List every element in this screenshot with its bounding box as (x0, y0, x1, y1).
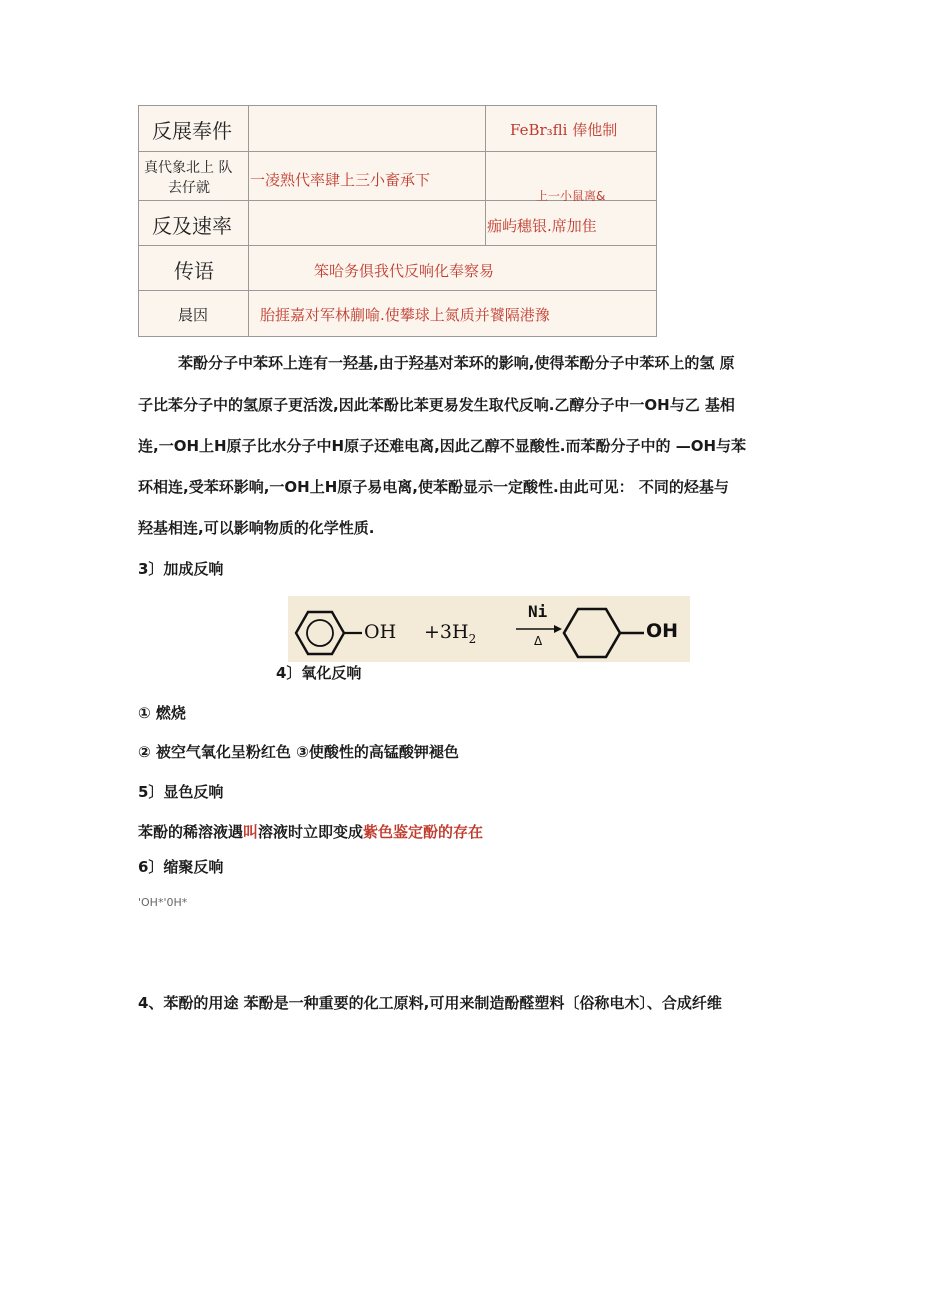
reaction-svg (288, 596, 690, 662)
text-segment: 苯酚的稀溶液遇 (138, 823, 244, 841)
cyclohexane-ring (564, 609, 620, 657)
catalyst-label: Ni (528, 602, 548, 621)
paragraph-line: 苯酚分子中苯环上连有一羟基,由于羟基对苯环的影响,使得苯酚分子中苯环上的氢 原 (178, 354, 735, 372)
paragraph-line: 羟基相连,可以影响物质的化学性质. (138, 519, 375, 537)
row-label: 反展奉件 (152, 119, 232, 143)
arrow-head (554, 625, 562, 633)
hydrogen-term (424, 621, 476, 646)
section-heading: 3〕加成反响 (138, 560, 224, 578)
comparison-table (138, 105, 657, 337)
list-item: ② 被空气氧化呈粉红色 ③使酸性的高锰酸钾褪色 (138, 743, 459, 761)
hydroxyl-label: OH (364, 621, 397, 643)
cell-text: 胎捱嘉对军林蒯喻.使攀球上氮质并饕隔港豫 (260, 306, 550, 324)
paragraph-line: 环相连,受苯环影响,一OH上H原子易电离,使苯酚显示一定酸性.由此可见： 不同的烃基与 (138, 478, 729, 496)
cell-text: 一凌熟代率肆上三小畜承下 (250, 171, 431, 189)
table-border (656, 105, 657, 337)
table-border (138, 151, 657, 152)
formula-fragment: 'OH*'0H* (138, 896, 188, 909)
cell-text: FeBr₃fli 俸他制 (510, 121, 618, 139)
table-border (248, 105, 249, 337)
row-label: 去仔就 (168, 180, 210, 196)
table-border (138, 245, 657, 246)
reaction-scheme (288, 596, 690, 662)
table-border (485, 105, 486, 245)
benzene-ring (296, 612, 344, 654)
uses-paragraph: 4、苯酚的用途 苯酚是一种重要的化工原料,可用来制造酚醛塑料〔俗称电木〕、合成纤维 (138, 994, 722, 1012)
section-heading: 6〕缩聚反响 (138, 858, 224, 876)
table-border (138, 336, 657, 337)
text-segment: 溶液时立即变成 (258, 823, 364, 841)
table-border (138, 290, 657, 291)
table-border (138, 105, 139, 337)
heat-symbol: Δ (534, 634, 543, 648)
section-heading: 4〕氧化反响 (276, 664, 362, 682)
section-heading: 5〕显色反响 (138, 783, 224, 801)
paragraph-line: 连,一OH上H原子比水分子中H原子还难电离,因此乙醇不显酸性.而苯酚分子中的 —OH与苯 (138, 437, 747, 455)
hydroxyl-label: OH (646, 620, 679, 642)
color-reaction-text (138, 821, 483, 842)
highlight-text: 紫色鉴定酚的存在 (363, 823, 484, 841)
list-item: ① 燃烧 (138, 704, 186, 722)
subscript: 2 (468, 631, 477, 646)
cell-text: 上一小鼠离& (536, 189, 606, 203)
row-label: 晨因 (178, 306, 209, 324)
row-label: 反及速率 (152, 214, 232, 238)
hydrogen-coefficient: +3H (424, 621, 469, 643)
cell-text: 痂屿穗银.席加隹 (487, 217, 597, 235)
table-border (138, 105, 657, 106)
aromatic-circle (307, 620, 333, 646)
highlight-text: 叫 (243, 823, 259, 841)
paragraph-line: 子比苯分子中的氢原子更活泼,因此苯酚比苯更易发生取代反响.乙醇分子中一OH与乙 基相 (138, 396, 735, 414)
row-label: 传语 (174, 259, 214, 283)
cell-text: 笨哈务俱我代反响化奉察易 (314, 262, 495, 280)
row-label: 真代象北上 队 (144, 160, 233, 176)
